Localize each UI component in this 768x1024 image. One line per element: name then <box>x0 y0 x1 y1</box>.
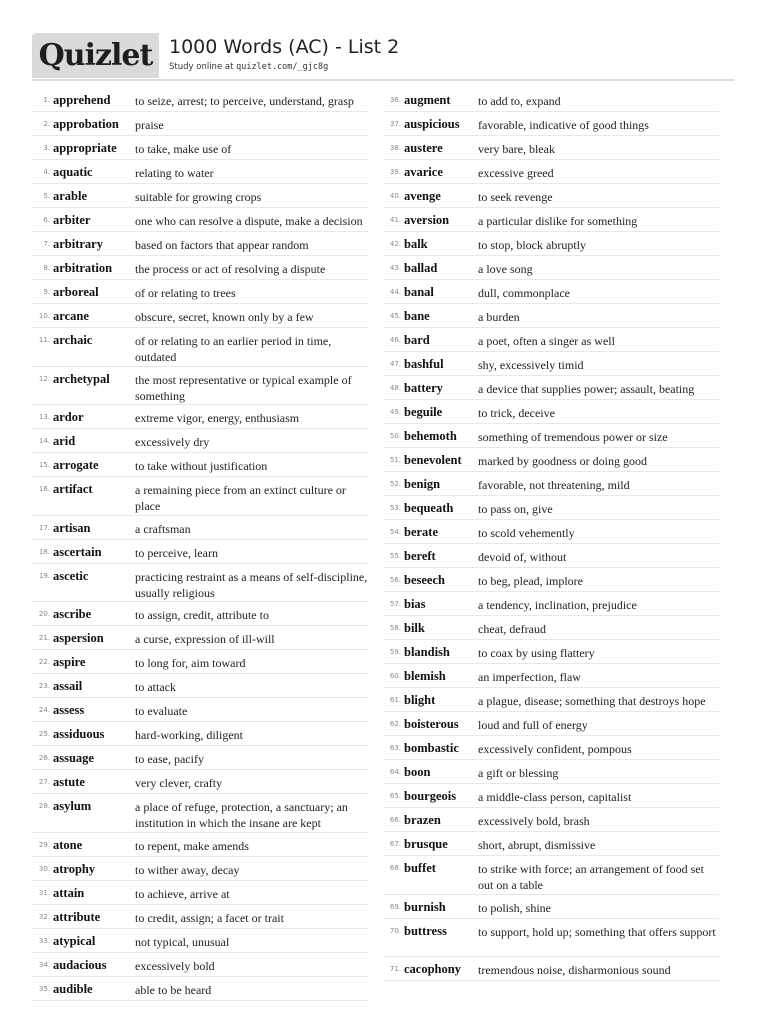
term-row <box>383 208 719 232</box>
term-definition: to take, make use of <box>135 142 232 156</box>
term-definition: obscure, secret, known only by a few <box>135 310 314 324</box>
term-row <box>32 280 368 304</box>
term-word: avenge <box>404 189 441 203</box>
term-number: 40. <box>389 192 401 200</box>
term-definition: based on factors that appear random <box>135 238 309 252</box>
term-word: bard <box>404 333 430 347</box>
term-definition: a gift or blessing <box>478 766 559 780</box>
term-number: 17. <box>38 523 50 532</box>
term-number: 7. <box>43 240 50 248</box>
term-number: 30. <box>38 864 50 873</box>
term-number: 64. <box>389 768 401 776</box>
term-word: augment <box>404 93 451 107</box>
term-row <box>383 808 719 832</box>
term-number: 56. <box>389 576 401 584</box>
term-number: 44. <box>389 288 401 296</box>
term-word: archaic <box>53 333 93 347</box>
term-row <box>383 832 719 856</box>
term-word: artifact <box>53 482 93 496</box>
term-definition: of or relating to an earlier period in time, outdated <box>135 334 332 364</box>
term-word: asylum <box>53 799 92 813</box>
term-number: 31. <box>38 888 50 897</box>
term-number: 5. <box>43 192 50 200</box>
term-row <box>383 712 719 736</box>
term-word: assail <box>53 679 83 693</box>
term-number: 6. <box>43 216 50 224</box>
term-word: atone <box>53 837 83 852</box>
term-definition: to support, hold up; something that offers support <box>478 924 716 939</box>
term-number: 60. <box>389 672 401 680</box>
term-number: 26. <box>38 754 50 762</box>
term-definition: a middle-class person, capitalist <box>478 790 632 804</box>
term-word: bane <box>404 309 430 323</box>
term-definition: to add to, expand <box>478 94 561 108</box>
term-number: 45. <box>389 312 401 320</box>
term-row <box>32 516 368 540</box>
term-definition: excessively dry <box>135 435 210 449</box>
term-word: blight <box>404 693 436 707</box>
term-definition: cheat, defraud <box>478 622 546 636</box>
term-word: arrogate <box>53 458 99 472</box>
term-word: bilk <box>404 621 425 635</box>
term-definition: a device that supplies power; assault, beating <box>478 382 695 396</box>
term-row <box>383 304 719 328</box>
term-definition: to scold vehemently <box>478 526 575 540</box>
term-row <box>383 895 719 919</box>
term-word: ardor <box>53 410 84 424</box>
term-row <box>383 256 719 280</box>
term-number: 19. <box>38 571 50 580</box>
term-word: bequeath <box>404 501 454 515</box>
term-row <box>32 453 368 477</box>
term-word: behemoth <box>404 429 457 443</box>
subtitle-prefix: Study online at <box>169 62 237 72</box>
term-definition: shy, excessively timid <box>478 358 584 372</box>
term-definition: favorable, indicative of good things <box>478 118 649 132</box>
term-row <box>383 112 719 136</box>
term-row <box>383 856 719 895</box>
term-definition: to credit, assign; a facet or trait <box>135 910 284 925</box>
term-definition: devoid of, without <box>478 550 567 564</box>
term-row <box>32 770 368 794</box>
term-definition: extreme vigor, energy, enthusiasm <box>135 411 300 425</box>
term-definition: one who can resolve a dispute, make a decision <box>135 214 363 228</box>
term-number: 62. <box>389 720 401 728</box>
term-row <box>32 650 368 674</box>
term-definition: a plague, disease; something that destroys hope <box>478 694 706 708</box>
term-number: 38. <box>389 144 401 152</box>
term-row <box>32 429 368 453</box>
term-word: arcane <box>53 309 89 323</box>
term-number: 3. <box>43 144 50 152</box>
term-row <box>32 698 368 722</box>
term-definition: very bare, bleak <box>478 142 555 156</box>
term-definition: the process or act of resolving a dispute <box>135 262 326 276</box>
term-row <box>383 919 719 958</box>
page-header <box>32 33 734 81</box>
term-definition: to seize, arrest; to perceive, understand, grasp <box>135 94 354 108</box>
term-definition: excessively confident, pompous <box>478 742 632 756</box>
term-number: 65. <box>389 792 401 800</box>
term-row <box>383 136 719 160</box>
term-number: 11. <box>38 336 50 344</box>
term-row <box>383 160 719 184</box>
term-definition: to wither away, decay <box>135 862 240 877</box>
term-word: avarice <box>404 165 443 179</box>
term-word: assiduous <box>53 727 105 741</box>
term-word: arboreal <box>53 285 99 299</box>
term-number: 4. <box>43 168 50 176</box>
term-word: beguile <box>404 405 443 419</box>
term-number: 42. <box>389 240 401 248</box>
term-word: aspersion <box>53 631 104 645</box>
term-number: 34. <box>38 960 50 969</box>
term-row <box>383 424 719 448</box>
term-definition: a love song <box>478 262 533 276</box>
term-word: atypical <box>53 933 96 948</box>
term-number: 16. <box>38 485 50 493</box>
term-definition: dull, commonplace <box>478 286 570 300</box>
term-row <box>383 472 719 496</box>
term-word: arid <box>53 434 76 448</box>
term-definition: to evaluate <box>135 704 188 718</box>
term-definition: favorable, not threatening, mild <box>478 478 630 492</box>
term-word: ascertain <box>53 544 102 559</box>
term-number: 71. <box>389 965 401 973</box>
term-number: 27. <box>38 778 50 786</box>
term-row <box>383 760 719 784</box>
term-word: aspire <box>53 655 86 669</box>
term-row <box>383 400 719 424</box>
term-definition: praise <box>135 118 164 132</box>
term-word: brazen <box>404 813 441 827</box>
term-word: ballad <box>404 261 438 275</box>
term-row <box>383 592 719 616</box>
term-definition: of or relating to trees <box>135 286 236 300</box>
term-number: 21. <box>38 634 50 642</box>
term-row <box>32 540 368 564</box>
term-word: benevolent <box>404 453 462 467</box>
term-word: assess <box>53 703 85 717</box>
term-definition: to ease, pacify <box>135 752 204 766</box>
term-definition: suitable for growing crops <box>135 190 262 204</box>
term-word: archetypal <box>53 371 110 386</box>
term-row <box>32 112 368 136</box>
term-word: aquatic <box>53 165 93 179</box>
term-row <box>32 136 368 160</box>
term-definition: short, abrupt, dismissive <box>478 838 596 852</box>
term-number: 52. <box>389 480 401 488</box>
term-definition: very clever, crafty <box>135 776 223 790</box>
term-definition: a craftsman <box>135 521 191 536</box>
term-definition: to strike with force; an arrangement of food set out on a table <box>478 862 704 892</box>
term-row <box>32 833 368 857</box>
term-row <box>32 208 368 232</box>
term-number: 10. <box>38 312 50 320</box>
term-word: austere <box>404 141 443 155</box>
term-word: atrophy <box>53 861 96 876</box>
term-number: 36. <box>389 96 401 104</box>
term-definition: a tendency, inclination, prejudice <box>478 598 637 612</box>
term-number: 67. <box>389 840 401 848</box>
term-definition: to seek revenge <box>478 190 553 204</box>
term-definition: to assign, credit, attribute to <box>135 608 269 622</box>
term-list-right <box>383 88 719 981</box>
term-definition: a burden <box>478 310 520 324</box>
term-row <box>32 746 368 770</box>
term-row <box>383 688 719 712</box>
term-word: battery <box>404 381 443 395</box>
page-subtitle <box>169 62 328 72</box>
term-word: apprehend <box>53 93 111 107</box>
term-word: banal <box>404 285 434 299</box>
term-definition: an imperfection, flaw <box>478 670 581 684</box>
term-definition: to repent, make amends <box>135 838 249 853</box>
term-word: berate <box>404 525 439 539</box>
term-list-left <box>32 88 368 1001</box>
term-number: 50. <box>389 432 401 440</box>
term-number: 20. <box>38 610 50 618</box>
term-number: 12. <box>38 374 50 383</box>
term-word: boisterous <box>404 717 459 731</box>
term-number: 23. <box>38 682 50 690</box>
term-word: blemish <box>404 669 446 683</box>
term-number: 49. <box>389 408 401 416</box>
term-word: brusque <box>404 837 448 851</box>
term-row <box>32 929 368 953</box>
term-row <box>383 616 719 640</box>
term-number: 59. <box>389 648 401 656</box>
term-number: 18. <box>38 547 50 556</box>
term-row <box>383 957 719 981</box>
term-word: cacophony <box>404 962 461 976</box>
term-row <box>383 232 719 256</box>
term-number: 29. <box>38 840 50 849</box>
term-row <box>32 977 368 1001</box>
term-number: 46. <box>389 336 401 344</box>
term-row <box>32 160 368 184</box>
term-word: buttress <box>404 923 447 938</box>
term-number: 22. <box>38 658 50 666</box>
term-word: bashful <box>404 357 444 371</box>
term-row <box>383 328 719 352</box>
term-word: attain <box>53 885 85 900</box>
term-definition: to attack <box>135 680 176 694</box>
term-row <box>32 564 368 603</box>
term-number: 61. <box>389 696 401 704</box>
term-row <box>383 184 719 208</box>
term-number: 66. <box>389 816 401 824</box>
term-definition: to achieve, arrive at <box>135 886 230 901</box>
term-definition: to perceive, learn <box>135 545 218 560</box>
term-row <box>383 448 719 472</box>
term-row <box>32 88 368 112</box>
term-definition: to coax by using flattery <box>478 646 595 660</box>
term-word: bourgeois <box>404 789 457 803</box>
term-definition: to polish, shine <box>478 900 552 915</box>
term-word: arable <box>53 189 88 203</box>
term-row <box>383 736 719 760</box>
term-number: 63. <box>389 744 401 752</box>
term-row <box>32 184 368 208</box>
term-word: bombastic <box>404 741 459 755</box>
term-definition: excessively bold <box>135 958 215 973</box>
term-row <box>383 496 719 520</box>
term-definition: to stop, block abruptly <box>478 238 586 252</box>
term-row <box>383 568 719 592</box>
study-url-link[interactable]: quizlet.com/_gjc8g <box>236 62 329 72</box>
term-row <box>32 367 368 406</box>
term-word: artisan <box>53 520 91 535</box>
term-number: 39. <box>389 168 401 176</box>
term-row <box>32 304 368 328</box>
term-row <box>32 405 368 429</box>
term-definition: to take without justification <box>135 459 268 473</box>
term-number: 70. <box>389 926 401 935</box>
term-number: 37. <box>389 120 401 128</box>
term-number: 41. <box>389 216 401 224</box>
term-row <box>383 520 719 544</box>
term-word: ascetic <box>53 568 89 583</box>
term-word: arbiter <box>53 213 91 227</box>
term-row <box>32 794 368 833</box>
term-row <box>32 722 368 746</box>
term-word: arbitrary <box>53 237 103 251</box>
term-definition: a remaining piece from an extinct culture or place <box>135 483 346 513</box>
term-word: burnish <box>404 899 446 914</box>
term-row <box>383 640 719 664</box>
term-definition: to beg, plead, implore <box>478 574 583 588</box>
term-word: bias <box>404 597 426 611</box>
term-number: 51. <box>389 456 401 464</box>
term-definition: a particular dislike for something <box>478 214 638 228</box>
term-definition: a place of refuge, protection, a sanctuary; an institution in which the insane are kept <box>135 800 348 830</box>
term-row <box>32 328 368 367</box>
term-number: 53. <box>389 504 401 512</box>
term-number: 57. <box>389 600 401 608</box>
term-number: 68. <box>389 864 401 872</box>
term-definition: able to be heard <box>135 982 212 997</box>
term-word: astute <box>53 775 85 789</box>
term-word: buffet <box>404 861 436 875</box>
term-number: 25. <box>38 730 50 738</box>
page-title: 1000 Words (AC) - List 2 <box>169 36 400 58</box>
term-number: 8. <box>43 264 50 272</box>
term-row <box>32 232 368 256</box>
term-definition: a poet, often a singer as well <box>478 334 615 348</box>
term-definition: excessively bold, brash <box>478 814 590 828</box>
term-definition: hard-working, diligent <box>135 728 243 742</box>
term-definition: to long for, aim toward <box>135 656 246 670</box>
term-number: 35. <box>38 984 50 993</box>
term-number: 55. <box>389 552 401 560</box>
term-word: aversion <box>404 213 450 227</box>
term-row <box>383 352 719 376</box>
term-number: 47. <box>389 360 401 368</box>
term-row <box>32 477 368 516</box>
quizlet-logo[interactable]: Quizlet <box>32 33 159 78</box>
term-word: attribute <box>53 909 101 924</box>
term-definition: marked by goodness or doing good <box>478 454 647 468</box>
term-definition: a curse, expression of ill-will <box>135 632 275 646</box>
term-word: audacious <box>53 957 107 972</box>
term-number: 15. <box>38 461 50 469</box>
term-definition: the most representative or typical example of something <box>135 372 352 403</box>
term-row <box>32 905 368 929</box>
term-number: 58. <box>389 624 401 632</box>
term-word: assuage <box>53 751 94 765</box>
term-row <box>32 857 368 881</box>
term-word: balk <box>404 237 428 251</box>
term-row <box>32 626 368 650</box>
term-number: 54. <box>389 528 401 536</box>
term-number: 43. <box>389 264 401 272</box>
term-number: 9. <box>43 288 50 296</box>
term-definition: not typical, unusual <box>135 934 230 949</box>
term-word: auspicious <box>404 117 460 131</box>
term-row <box>32 953 368 977</box>
term-word: beseech <box>404 573 445 587</box>
term-row <box>32 674 368 698</box>
term-row <box>32 602 368 626</box>
term-row <box>32 881 368 905</box>
term-word: approbation <box>53 117 119 131</box>
term-number: 2. <box>43 120 50 128</box>
term-row <box>383 664 719 688</box>
term-definition: tremendous noise, disharmonious sound <box>478 963 671 977</box>
term-row <box>383 376 719 400</box>
term-definition: something of tremendous power or size <box>478 430 668 444</box>
term-word: ascribe <box>53 607 92 621</box>
term-number: 33. <box>38 936 50 945</box>
term-word: arbitration <box>53 261 113 275</box>
term-definition: to pass on, give <box>478 502 553 516</box>
term-number: 69. <box>389 902 401 911</box>
term-word: bereft <box>404 549 436 563</box>
term-row <box>32 256 368 280</box>
term-number: 13. <box>38 413 50 421</box>
term-definition: relating to water <box>135 166 214 180</box>
term-definition: excessive greed <box>478 166 554 180</box>
term-word: blandish <box>404 645 450 659</box>
term-definition: loud and full of energy <box>478 718 588 732</box>
term-word: benign <box>404 477 441 491</box>
term-word: appropriate <box>53 141 117 155</box>
term-number: 24. <box>38 706 50 714</box>
term-definition: practicing restraint as a means of self-discipline, usually religious <box>135 569 368 600</box>
term-row <box>383 784 719 808</box>
term-row <box>383 280 719 304</box>
term-number: 1. <box>43 96 50 104</box>
term-number: 32. <box>38 912 50 921</box>
term-row <box>383 544 719 568</box>
term-row <box>383 88 719 112</box>
term-definition: to trick, deceive <box>478 406 555 420</box>
term-word: boon <box>404 765 431 779</box>
term-number: 28. <box>38 802 50 810</box>
term-number: 48. <box>389 384 401 392</box>
term-word: audible <box>53 981 93 996</box>
term-number: 14. <box>38 437 50 445</box>
